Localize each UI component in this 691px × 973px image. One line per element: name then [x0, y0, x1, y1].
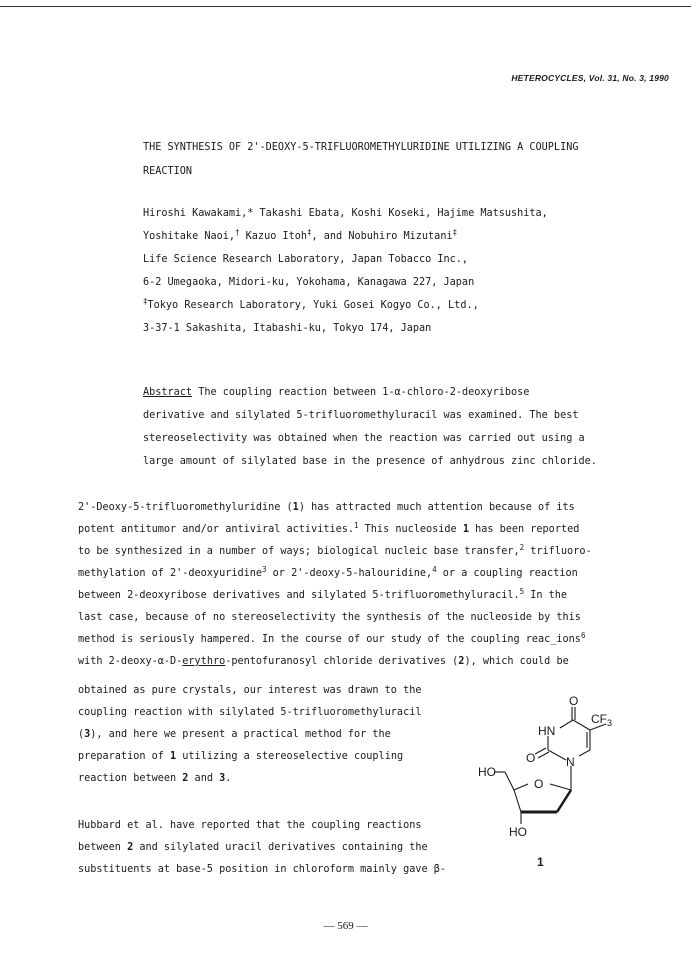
affiliation-line: 3-37-1 Sakashita, Itabashi-ku, Tokyo 174, Japan: [143, 323, 432, 334]
oxygen-label: O: [526, 751, 536, 765]
body-line: 2'-Deoxy-5-trifluoromethyluridine (1) has attracted much attention because of its: [78, 502, 575, 513]
body-line: to be synthesized in a number of ways; biological nucleic base transfer,$^2$ trifluoro-: [78, 543, 592, 557]
page-number: — 569 —: [323, 920, 368, 932]
author-line: Hiroshi Kawakami,* Takashi Ebata, Koshi Koseki, Hajime Matsushita,: [143, 208, 548, 219]
double-dagger-mark: ‡: [307, 228, 312, 237]
body-line: between 2 and silylated uracil derivatives containing the: [78, 842, 428, 853]
title-line: THE SYNTHESIS OF 2'-DEOXY-5-TRIFLUOROMETHYLURIDINE UTILIZING A COUPLING: [143, 142, 579, 153]
abstract-line: stereoselectivity was obtained when the reaction was carried out using a: [143, 433, 585, 444]
title-line: REACTION: [143, 166, 193, 177]
abstract-line: derivative and silylated 5-trifluoromethyluracil was examined. The best: [143, 410, 579, 421]
dagger-mark: †: [235, 228, 240, 237]
nitrogen-label: N: [566, 755, 575, 769]
body-line: last case, because of no stereoselectivity the synthesis of the nucleoside by this: [78, 612, 581, 623]
chemical-structure: [478, 690, 613, 875]
structure-drawing: [478, 690, 613, 875]
body-line: substituents at base-5 position in chloroform mainly gave β-: [78, 864, 447, 875]
affiliation-line: 6-2 Umegaoka, Midori-ku, Yokohama, Kanagawa 227, Japan: [143, 277, 475, 288]
oxygen-label: O: [569, 694, 579, 708]
top-rule: [0, 6, 691, 7]
nh-label: HN: [538, 724, 556, 738]
double-dagger-mark: ‡: [452, 228, 458, 237]
author-line: Yoshitake Naoi,† Kazuo Itoh‡, and Nobuhiro Mizutani‡: [143, 228, 458, 242]
body-line: method is seriously hampered. In the course of our study of the coupling reac_ions$^6$: [78, 631, 586, 645]
hydroxyl-label: HO: [509, 825, 527, 839]
abstract-line: large amount of silylated base in the presence of anhydrous zinc chloride.: [143, 456, 597, 467]
hydroxyl-label: HO: [478, 765, 496, 779]
abstract-heading: Abstract: [143, 387, 193, 398]
ring-oxygen-label: O: [534, 777, 544, 791]
body-line: potent antitumor and/or antiviral activities.$^1$ This nucleoside 1 has been reported: [78, 521, 580, 535]
compound-number: 1: [537, 855, 544, 869]
body-line: methylation of 2'-deoxyuridine$^3$ or 2'-deoxy-5-halouridine,$^4$ or a coupling reaction: [78, 565, 578, 579]
body-line: coupling reaction with silylated 5-trifluoromethyluracil: [78, 707, 422, 718]
body-line: preparation of 1 utilizing a stereoselective coupling: [78, 751, 404, 762]
body-line: between 2-deoxyribose derivatives and silylated 5-trifluoromethyluracil.$^5$ In the: [78, 587, 568, 601]
body-line: with 2-deoxy-α-D-erythro-pentofuranosyl chloride derivatives (2), which could be: [78, 656, 569, 667]
body-line: Hubbard et al. have reported that the coupling reactions: [78, 820, 422, 831]
body-line: obtained as pure crystals, our interest was drawn to the: [78, 685, 422, 696]
cf3-label: $CF_3$: [591, 712, 613, 728]
affiliation-line: ‡Tokyo Research Laboratory, Yuki Gosei Kogyo Co., Ltd.,: [143, 297, 479, 311]
affiliation-line: Life Science Research Laboratory, Japan Tobacco Inc.,: [143, 254, 469, 265]
journal-header: HETEROCYCLES, Vol. 31, No. 3, 1990: [511, 73, 669, 83]
body-line: (3), and here we present a practical method for the: [78, 729, 391, 740]
body-line: reaction between 2 and 3.: [78, 773, 232, 784]
abstract-line: Abstract The coupling reaction between 1-α-chloro-2-deoxyribose: [143, 387, 530, 398]
double-dagger-mark: ‡: [143, 297, 148, 306]
